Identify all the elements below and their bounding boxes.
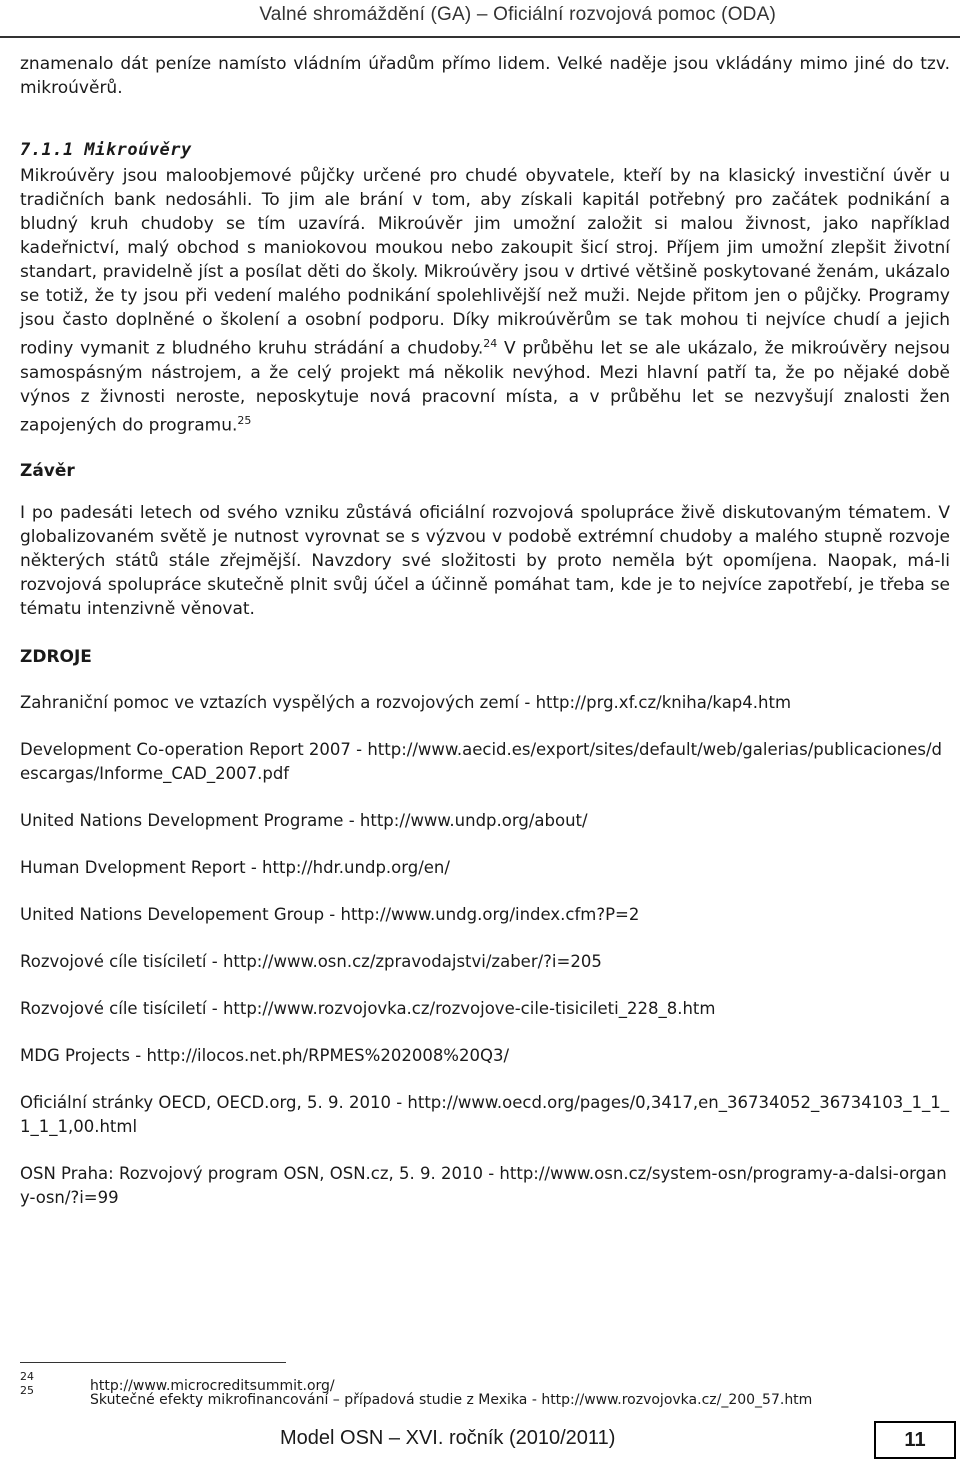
- section-heading-conclusion: Závěr: [20, 461, 75, 482]
- conclusion-paragraph: I po padesáti letech od svého vzniku zůstává oficiální rozvojová spolupráce živě diskutovaným tématem. V globalizovaném světě je nutnost vyrovnat se s výzvou v podobě extrémní chudoby a malého stupně rozvoje některých států stále zřejmější. Navzdory své složitosti by proto neměla být opomíjena. Naopak, má-li rozvojová spolupráce skutečně plnit svůj účel a účinně pomáhat tam, kde je to nejvíce zapotřebí, je třeba se tématu intenzivně věnovat.: [20, 503, 950, 620]
- header-rule: [0, 36, 960, 38]
- page-number: 11: [904, 1429, 926, 1451]
- footnote-link[interactable]: http://www.microcreditsummit.org/: [90, 1378, 335, 1394]
- source-item[interactable]: Human Dvelopment Report - http://hdr.undp.org/en/: [20, 858, 450, 878]
- page-number-box: [874, 1421, 956, 1459]
- footnotes: [20, 1370, 950, 1410]
- source-item[interactable]: United Nations Developement Group - http://www.undg.org/index.cfm?P=2: [20, 905, 640, 925]
- microcredit-text-1: Mikroúvěry jsou maloobjemové půjčky určené pro chudé obyvatele, kteří by na klasický investiční úvěr u tradičních bank nedosáhli. To jim ale brání v tom, aby získali kapitál potřebný pro začátek podnikání a bludný kruh chudoby se tím uzavírá. Mikroúvěr jim umožní založit si malou živnost, jako například kadeřnictví, malý obchod s maniokovou moukou nebo zakoupit šicí stroj. Příjem jim umožní zlepšit životní standart, pravidelně jíst a posílat děti do školy. Mikroúvěry jsou v drtivé většině poskytované ženám, ukázalo se totiž, že ty jsou při vedení malého podnikání spolehlivější než muži. Nejde přitom jen o půjčky. Programy jsou často doplněné o školení a osobní podporu. Díky mikroúvěrům se tak mohou ti nejvíce chudí a jejich rodiny vymanit z bludného kruhu strádání a chudoby.: [20, 166, 950, 359]
- source-item[interactable]: OSN Praha: Rozvojový program OSN, OSN.cz, 5. 9. 2010 - http://www.osn.cz/system-osn/programy-a-dalsi-organy-osn/?i=99: [20, 1164, 947, 1208]
- footnote-number: 24: [20, 1370, 34, 1383]
- source-item[interactable]: Development Co-operation Report 2007 - http://www.aecid.es/export/sites/default/web/galerias/publicaciones/descargas/Informe_CAD_2007.pdf: [20, 740, 943, 784]
- header-title: Valné shromáždění (GA) – Oficiální rozvojová pomoc (ODA): [259, 4, 776, 25]
- sources-list: [20, 691, 950, 1210]
- microcredit-text-2: V průběhu let se ale ukázalo, že mikroúvěry nejsou samospásným nástrojem, a že celý projekt má několik nevýhod. Mezi hlavní patří ta, že po nějaké době výnos z živnosti neroste, neposkytuje nová pracovní místa, a v průběhu let se nezvyšují znalosti žen zapojených do programu.: [20, 338, 950, 436]
- footer-title: Model OSN – XVI. ročník (2010/2011): [280, 1427, 616, 1449]
- source-item[interactable]: Oficiální stránky OECD, OECD.org, 5. 9. 2010 - http://www.oecd.org/pages/0,3417,en_36734052_36734103_1_1_1_1_1,00.html: [20, 1093, 949, 1137]
- source-item[interactable]: Rozvojové cíle tisíciletí - http://www.rozvojovka.cz/rozvojove-cile-tisicileti_228_8.htm: [20, 999, 716, 1019]
- intro-paragraph: znamenalo dát peníze namísto vládním úřadům přímo lidem. Velké naděje jsou vkládány mimo jiné do tzv. mikroúvěrů.: [20, 54, 950, 98]
- source-item[interactable]: Rozvojové cíle tisíciletí - http://www.osn.cz/zpravodajstvi/zaber/?i=205: [20, 952, 602, 972]
- page-content: [20, 52, 950, 1233]
- footnote-divider: [20, 1362, 286, 1363]
- footnote-ref-24[interactable]: 24: [483, 337, 498, 350]
- footnote-25: [20, 1390, 950, 1410]
- source-item[interactable]: Zahraniční pomoc ve vztazích vyspělých a rozvojových zemí - http://prg.xf.cz/kniha/kap4.htm: [20, 693, 792, 713]
- microcredit-paragraph: [20, 164, 950, 437]
- source-item[interactable]: MDG Projects - http://ilocos.net.ph/RPMES%202008%20Q3/: [20, 1046, 510, 1066]
- source-item[interactable]: United Nations Development Programe - http://www.undp.org/about/: [20, 811, 588, 831]
- footnote-link[interactable]: Skutečné efekty mikrofinancování – případová studie z Mexika - http://www.rozvojovka.cz/_200_57.htm: [90, 1392, 813, 1408]
- section-heading-microcredit: 7.1.1 Mikroúvěry: [20, 140, 192, 160]
- footnote-24: [20, 1370, 950, 1397]
- page-header: [0, 0, 960, 40]
- footnote-ref-25[interactable]: 25: [237, 413, 252, 427]
- section-heading-sources: ZDROJE: [20, 647, 92, 668]
- footnote-number: 25: [20, 1384, 34, 1397]
